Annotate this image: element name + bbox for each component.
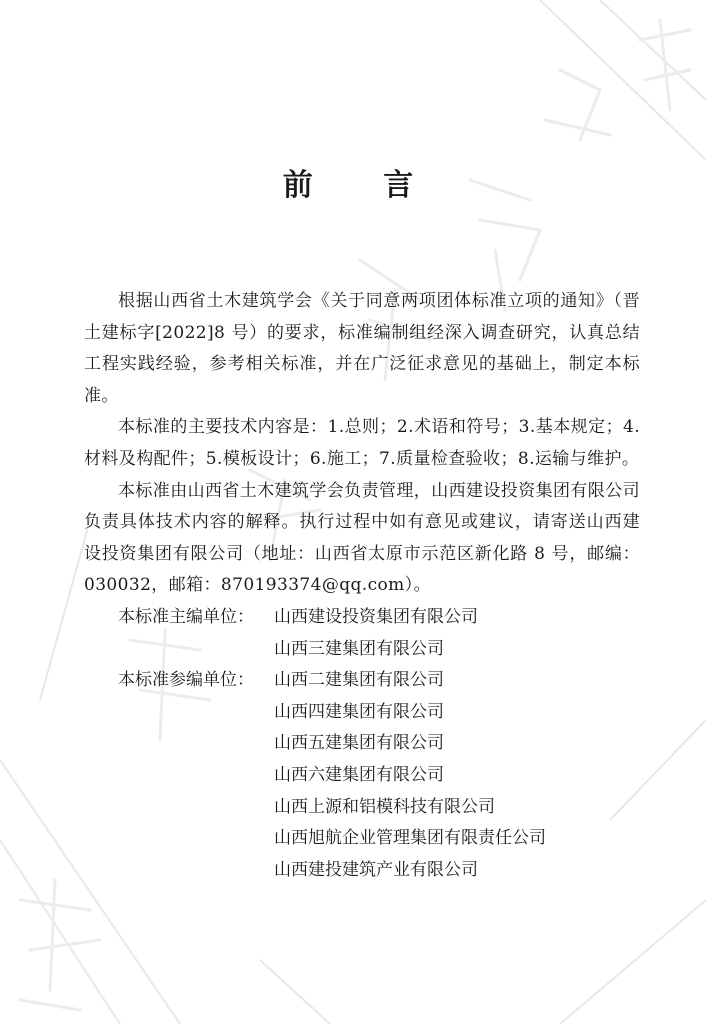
paragraph-management: 本标准由山西省土木建筑学会负责管理，山西建设投资集团有限公司负责具体技术内容的解释。执行过程中如有意见或建议，请寄送山西建设投资集团有限公司（地址：山西省太原市示范区新化路 8 号，邮编：030032，邮箱：870193374@qq.com）。	[84, 480, 640, 596]
unit-name: 山西上源和铝模科技有限公司	[274, 796, 495, 817]
list-item	[84, 855, 640, 887]
list-item	[84, 634, 640, 666]
unit-name: 山西二建集团有限公司	[274, 670, 444, 691]
unit-name: 山西四建集团有限公司	[274, 701, 444, 722]
list-item	[84, 665, 640, 697]
document-body	[84, 286, 640, 886]
chief-units	[84, 602, 640, 665]
list-item	[84, 602, 640, 634]
list-item	[84, 760, 640, 792]
unit-name: 山西建设投资集团有限公司	[274, 606, 478, 627]
unit-name: 山西建投建筑产业有限公司	[274, 859, 478, 880]
unit-name: 山西五建集团有限公司	[274, 733, 444, 754]
participating-units	[84, 665, 640, 886]
unit-name: 山西旭航企业管理集团有限责任公司	[274, 828, 546, 849]
list-item	[84, 697, 640, 729]
unit-name: 山西六建集团有限公司	[274, 764, 444, 785]
list-item	[84, 823, 640, 855]
paragraph-basis: 根据山西省土木建筑学会《关于同意两项团体标准立项的通知》（晋土建标字[2022]8 号）的要求，标准编制组经深入调查研究，认真总结工程实践经验，参考相关标准，并在广泛征求意见的基础上，制定本标准。	[84, 291, 640, 406]
list-item	[84, 792, 640, 824]
paragraph-contents: 本标准的主要技术内容是：1.总则；2.术语和符号；3.基本规定；4.材料及构配件；5.模板设计；6.施工；7.质量检查验收；8.运输与维护。	[84, 417, 640, 469]
participating-units-label: 本标准参编单位：	[118, 670, 254, 691]
page-title: 前 言	[282, 168, 444, 203]
unit-name: 山西三建集团有限公司	[274, 638, 444, 659]
list-item	[84, 728, 640, 760]
chief-units-label: 本标准主编单位：	[118, 606, 254, 627]
